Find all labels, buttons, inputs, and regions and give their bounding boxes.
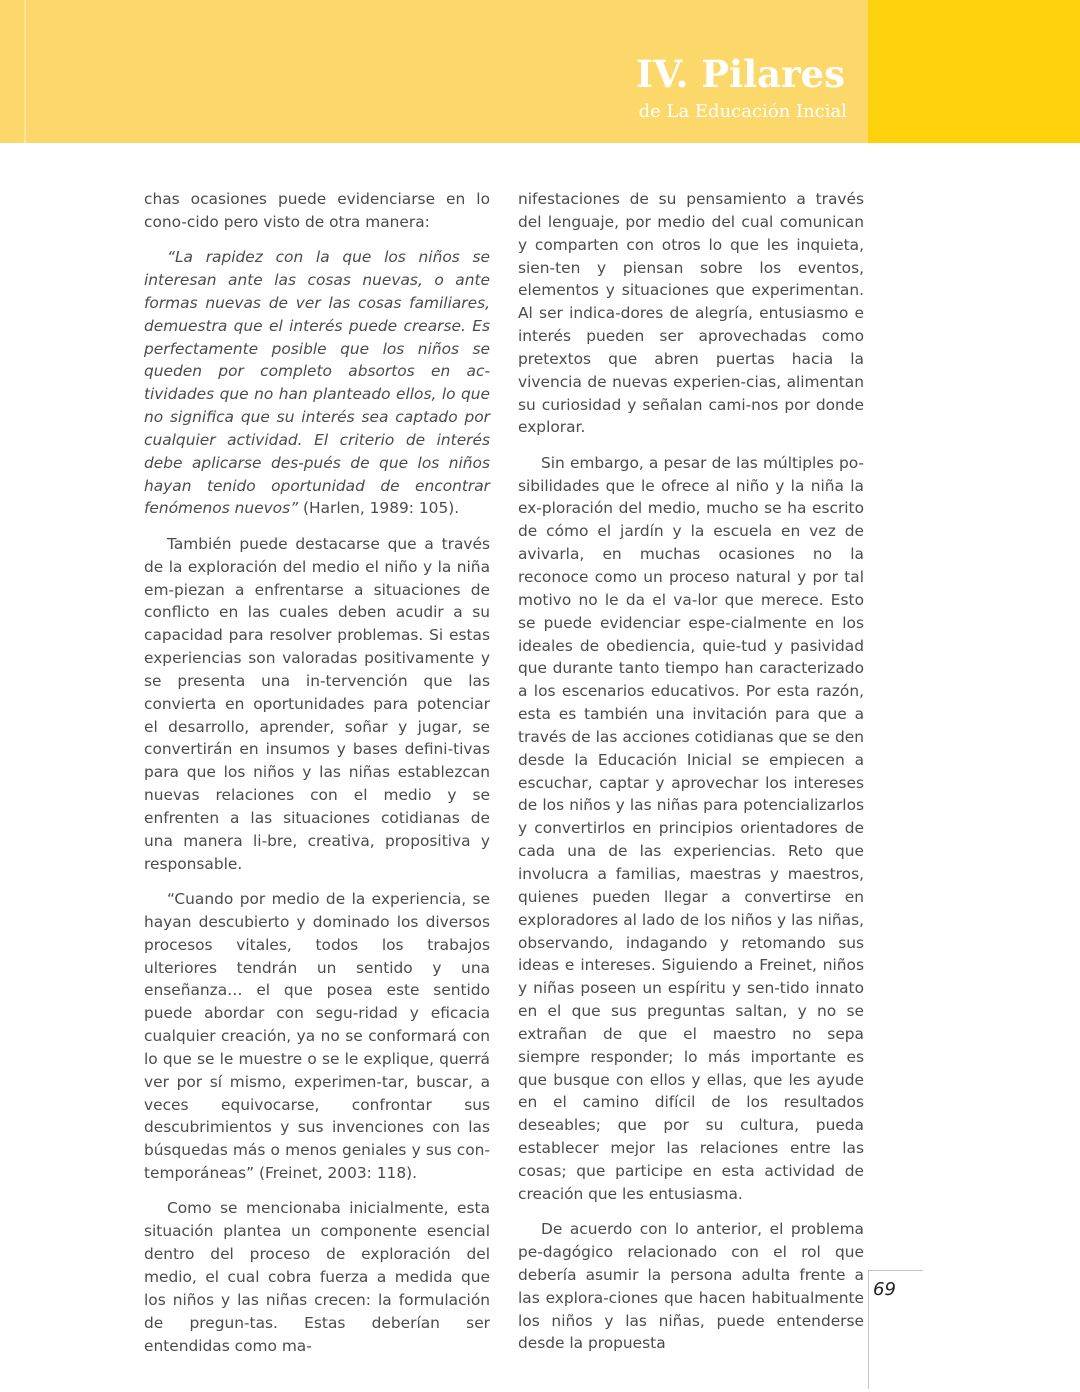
quote-citation: (Harlen, 1989: 105). <box>298 499 460 518</box>
page-number-box <box>868 1270 923 1389</box>
right-text-column <box>518 188 864 1368</box>
header-divider-line <box>24 0 26 143</box>
page-number: 69 <box>873 1279 896 1300</box>
paragraph: También puede destacarse que a través de la exploración del medio el niño y la niña em-piezan a enfrentarse a situaciones de conflicto en las cuales deben acudir a su capacidad para resolver problemas. Si estas experiencias son valoradas positivamente y se presenta una in-tervención que las convierta en oportunidades para potenciar el desarrollo, aprender, soñar y jugar, se convertirán en insumos y bases defini-tivas para que los niños y las niñas establezcan nuevas relaciones con el medio y se enfrenten a las situaciones cotidianas de una manera li-bre, creativa, propositiva y responsable. <box>144 534 490 873</box>
block-quote <box>144 246 490 520</box>
paragraph: De acuerdo con lo anterior, el problema pe-dagógico relacionado con el rol que debería asumir la persona adulta frente a las explora-ciones que hacen habitualmente los niños y las niñas, puede entenderse desde la propuesta <box>518 1220 864 1353</box>
header-accent-block <box>868 0 1080 143</box>
paragraph: Como se mencionaba inicialmente, esta situación plantea un componente esencial dentro del proceso de exploración del medio, el cual cobra fuerza a medida que los niños y las niñas crecen: la formulación de pregun-tas. Estas deberían ser entendidas como ma- <box>144 1199 490 1355</box>
left-text-column <box>144 188 490 1370</box>
paragraph: chas ocasiones puede evidenciarse en lo cono-cido pero visto de otra manera: <box>144 190 490 231</box>
chapter-header-band <box>0 0 1080 143</box>
chapter-title: IV. Pilares <box>635 52 845 96</box>
chapter-subtitle: de La Educación Incial <box>638 101 847 122</box>
paragraph: “Cuando por medio de la experiencia, se hayan descubierto y dominado los diversos procesos vitales, todos los trabajos ulteriores tendrán un sentido y una enseñanza… el que posea este sentido puede abordar con segu-ridad y eficacia cualquier creación, ya no se conformará con lo que se le muestre o se le explique, querrá ver por sí mismo, experimen-tar, buscar, a veces equivocarse, confrontar sus descubrimientos y sus invenciones con las búsquedas más o menos geniales y sus con-temporáneas” (Freinet, 2003: 118). <box>144 889 490 1183</box>
paragraph: nifestaciones de su pensamiento a través del lenguaje, por medio del cual comunican y comparten con otros lo que les inquieta, sien-ten y piensan sobre los eventos, elementos y situaciones que experimentan. Al ser indica-dores de alegría, entusiasmo e interés pueden ser aprovechadas como pretextos que abren puertas hacia la vivencia de nuevas experien-cias, alimentan su curiosidad y señalan cami-nos por donde explorar. <box>518 190 864 437</box>
quote-text: “La rapidez con la que los niños se interesan ante las cosas nuevas, o ante formas nuevas de ver las cosas familiares, demuestra que el interés puede crearse. Es perfectamente posible que los niños se queden por completo absortos en ac-tividades que no han planteado ellos, lo que no significa que su interés sea captado por cualquier actividad. El criterio de interés debe aplicarse des-pués de que los niños hayan tenido oportunidad de encontrar fenómenos nuevos” <box>144 248 490 518</box>
paragraph: Sin embargo, a pesar de las múltiples po-sibilidades que le ofrece al niño y la niña la ex-ploración del medio, mucho se ha escrito de cómo el jardín y la escuela en vez de avivarla, en muchas ocasiones no la reconoce como un proceso natural y por tal motivo no le da el va-lor que merece. Esto se puede evidenciar espe-cialmente en los ideales de obediencia, quie-tud y pasividad que durante tanto tiempo han caracterizado a los escenarios educativos. Por esta razón, esta es también una invitación para que a través de las acciones cotidianas que se den desde la Educación Inicial se empiecen a escuchar, captar y aprovechar los intereses de los niños y las niñas para potencializarlos y convertirlos en principios orientadores de cada una de las experiencias. Reto que involucra a familias, maestras y maestros, quienes pueden llegar a convertirse en exploradores al lado de los niños y las niñas, observando, indagando y retomando sus ideas e intereses. Siguiendo a Freinet, niños y niñas poseen un espíritu y sen-tido innato en el que sus preguntas saltan, y no se extrañan de que el maestro no sepa siempre responder; lo más importante es que busque con ellos y ellas, que les ayude en el camino difícil de los resultados deseables; que por su cultura, pueda establecer mejor las relaciones entre las cosas; que participe en esta actividad de creación que les entusiasma. <box>518 453 864 1203</box>
